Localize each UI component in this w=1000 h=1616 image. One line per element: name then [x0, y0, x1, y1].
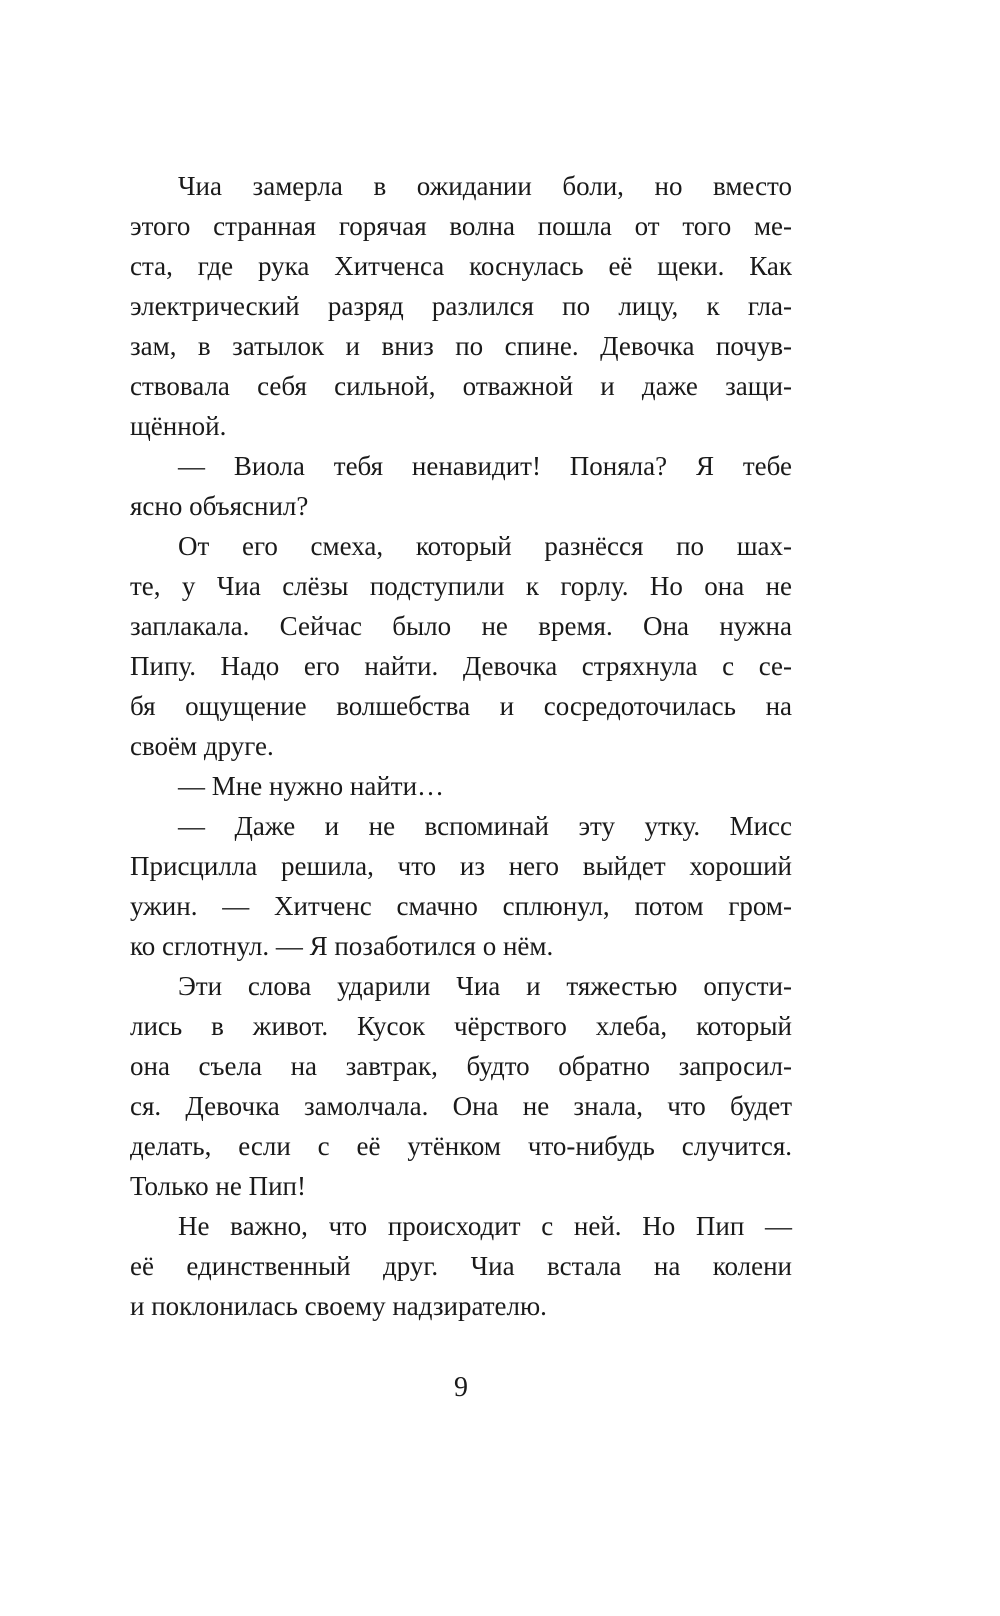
text-line: От его смеха, который разнёсся по шах- [178, 531, 792, 561]
text-line: своём друге. [130, 731, 274, 761]
text-line: и поклонилась своему надзирателю. [130, 1291, 547, 1321]
text-line: электрический разряд разлился по лицу, к гла- [130, 291, 792, 321]
paragraph [130, 966, 792, 1206]
text-line: ствовала себя сильной, отважной и даже защи- [130, 371, 792, 401]
text-line: этого странная горячая волна пошла от того ме- [130, 211, 792, 241]
text-line: — Виола тебя ненавидит! Поняла? Я тебе [178, 451, 792, 481]
text-line: щённой. [130, 411, 227, 441]
text-block [130, 166, 792, 1326]
text-line: зам, в затылок и вниз по спине. Девочка почув- [130, 331, 792, 361]
paragraph [130, 166, 792, 446]
text-line: она съела на завтрак, будто обратно запросил- [130, 1051, 792, 1081]
text-line: ко сглотнул. — Я позаботился о нём. [130, 931, 554, 961]
page-number-row [130, 1368, 792, 1408]
text-line: заплакала. Сейчас было не время. Она нужна [130, 611, 792, 641]
text-line: ужин. — Хитченс смачно сплюнул, потом гром- [130, 891, 792, 921]
text-line: Присцилла решила, что из него выйдет хороший [130, 851, 792, 881]
text-line: лись в живот. Кусок чёрствого хлеба, который [130, 1011, 792, 1041]
paragraph [130, 446, 792, 526]
text-line: Чиа замерла в ожидании боли, но вместо [178, 171, 792, 201]
paragraph [130, 766, 792, 806]
text-line: Не важно, что происходит с ней. Но Пип — [178, 1211, 792, 1241]
text-line: Только не Пип! [130, 1171, 306, 1201]
text-line: — Мне нужно найти… [178, 771, 445, 801]
text-line: те, у Чиа слёзы подступили к горлу. Но она не [130, 571, 792, 601]
text-line: её единственный друг. Чиа встала на колени [130, 1251, 792, 1281]
text-line: ста, где рука Хитченса коснулась её щеки. Как [130, 251, 792, 281]
text-line: бя ощущение волшебства и сосредоточилась на [130, 691, 792, 721]
paragraph [130, 806, 792, 966]
page-number: 9 [454, 1372, 468, 1403]
paragraph [130, 1206, 792, 1326]
text-line: — Даже и не вспоминай эту утку. Мисс [178, 811, 792, 841]
text-line: ся. Девочка замолчала. Она не знала, что будет [130, 1091, 792, 1121]
text-line: ясно объяснил? [130, 491, 309, 521]
text-line: Пипу. Надо его найти. Девочка стряхнула с се- [130, 651, 792, 681]
text-line: делать, если с её утёнком что-нибудь случится. [130, 1131, 792, 1161]
paragraph [130, 526, 792, 766]
text-line: Эти слова ударили Чиа и тяжестью опусти- [178, 971, 792, 1001]
